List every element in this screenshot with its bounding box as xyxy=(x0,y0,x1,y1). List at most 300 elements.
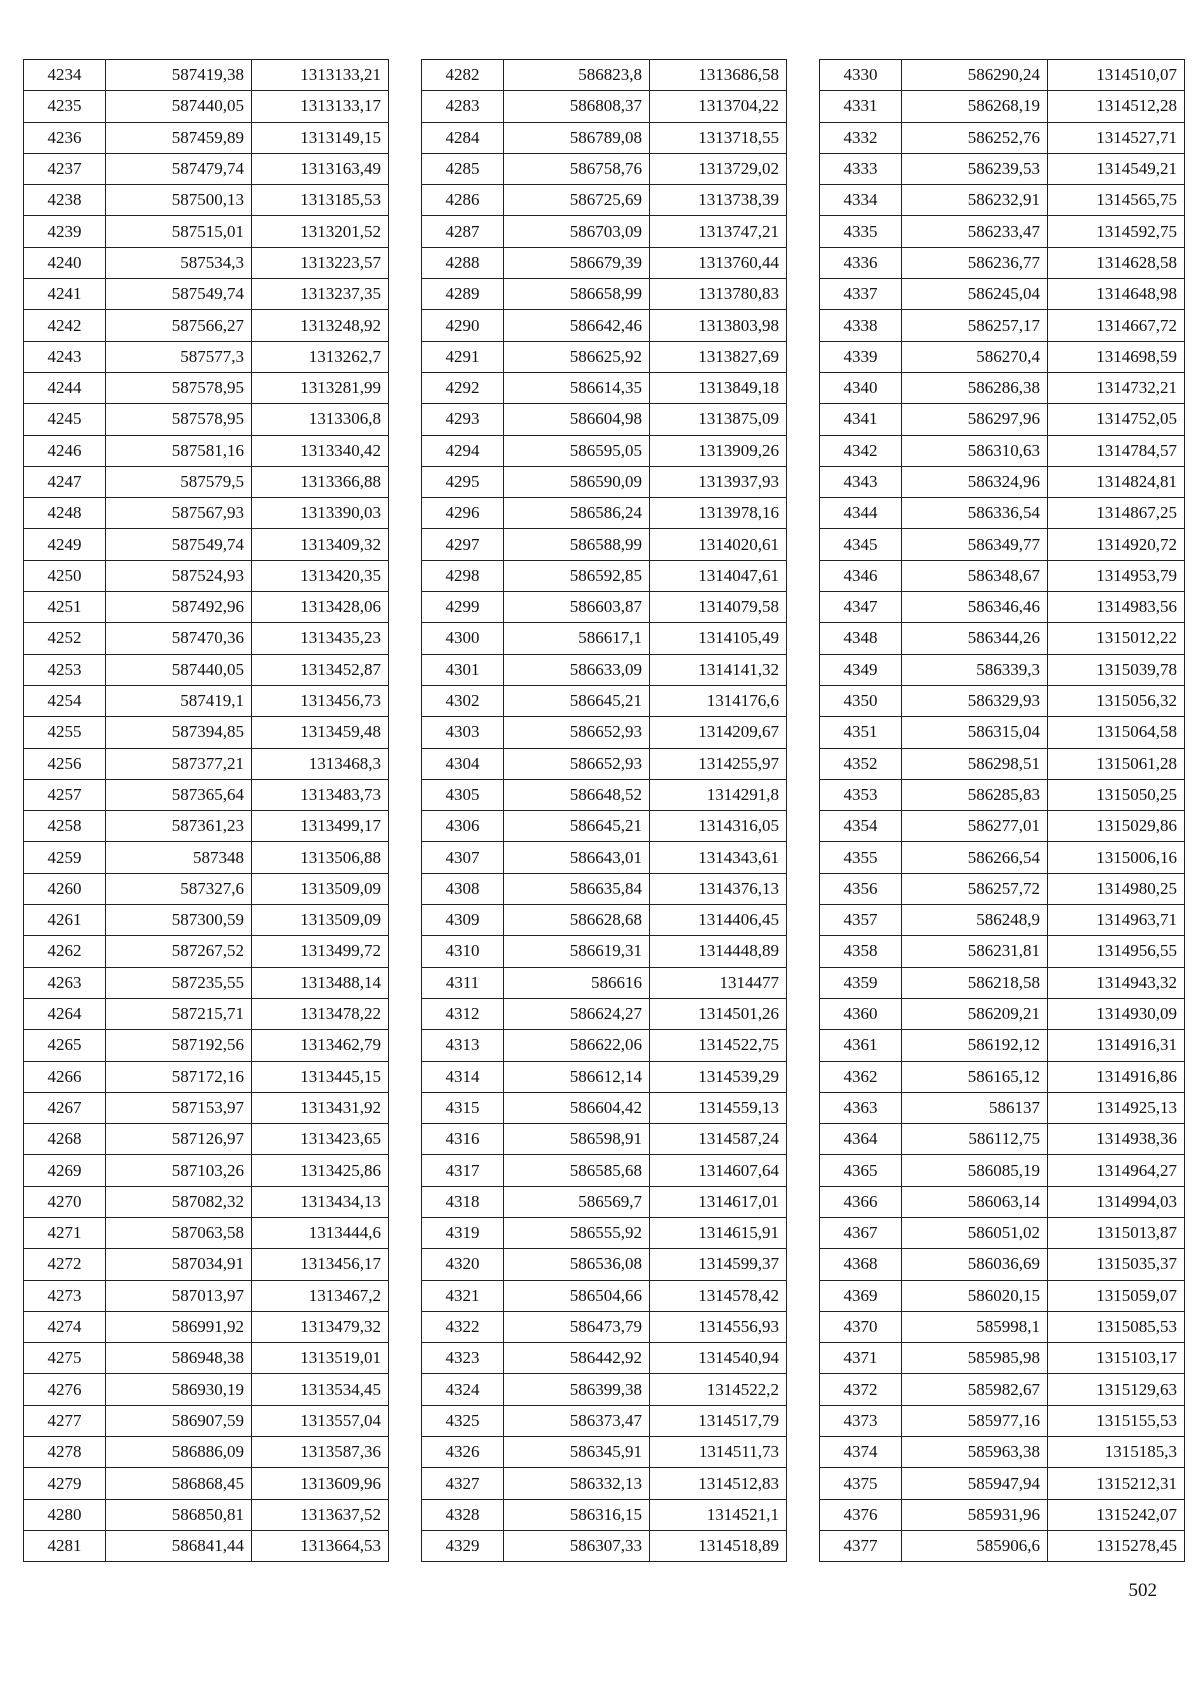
y-coordinate-cell: 1314578,42 xyxy=(650,1280,787,1311)
point-number-cell: 4373 xyxy=(820,1405,902,1436)
point-number-cell: 4258 xyxy=(24,811,106,842)
table-row xyxy=(422,1030,787,1061)
y-coordinate-cell: 1313506,88 xyxy=(252,842,389,873)
y-coordinate-cell: 1314607,64 xyxy=(650,1155,787,1186)
point-number-cell: 4260 xyxy=(24,873,106,904)
y-coordinate-cell: 1314448,89 xyxy=(650,936,787,967)
table-row xyxy=(24,654,389,685)
table-row xyxy=(422,310,787,341)
x-coordinate-cell: 586504,66 xyxy=(504,1280,650,1311)
x-coordinate-cell: 586257,72 xyxy=(902,873,1048,904)
table-row xyxy=(820,122,1185,153)
x-coordinate-cell: 587013,97 xyxy=(106,1280,252,1311)
x-coordinate-cell: 587361,23 xyxy=(106,811,252,842)
y-coordinate-cell: 1313444,6 xyxy=(252,1217,389,1248)
table-row xyxy=(24,341,389,372)
y-coordinate-cell: 1314963,71 xyxy=(1048,905,1185,936)
point-number-cell: 4334 xyxy=(820,185,902,216)
point-number-cell: 4323 xyxy=(422,1343,504,1374)
y-coordinate-cell: 1314141,32 xyxy=(650,654,787,685)
point-number-cell: 4283 xyxy=(422,91,504,122)
point-number-cell: 4301 xyxy=(422,654,504,685)
point-number-cell: 4299 xyxy=(422,592,504,623)
point-number-cell: 4372 xyxy=(820,1374,902,1405)
table-row xyxy=(820,1499,1185,1530)
y-coordinate-cell: 1315242,07 xyxy=(1048,1499,1185,1530)
x-coordinate-cell: 587126,97 xyxy=(106,1124,252,1155)
x-coordinate-cell: 585947,94 xyxy=(902,1468,1048,1499)
point-number-cell: 4263 xyxy=(24,967,106,998)
point-number-cell: 4248 xyxy=(24,498,106,529)
x-coordinate-cell: 587063,58 xyxy=(106,1217,252,1248)
x-coordinate-cell: 586277,01 xyxy=(902,811,1048,842)
x-coordinate-cell: 587419,38 xyxy=(106,60,252,91)
point-number-cell: 4319 xyxy=(422,1217,504,1248)
table-row xyxy=(24,1374,389,1405)
y-coordinate-cell: 1314343,61 xyxy=(650,842,787,873)
table-row xyxy=(422,216,787,247)
point-number-cell: 4306 xyxy=(422,811,504,842)
x-coordinate-cell: 586725,69 xyxy=(504,185,650,216)
point-number-cell: 4251 xyxy=(24,592,106,623)
page-number: 502 xyxy=(1128,1580,1157,1601)
x-coordinate-cell: 586112,75 xyxy=(902,1124,1048,1155)
y-coordinate-cell: 1314316,05 xyxy=(650,811,787,842)
point-number-cell: 4361 xyxy=(820,1030,902,1061)
x-coordinate-cell: 586555,92 xyxy=(504,1217,650,1248)
y-coordinate-cell: 1313340,42 xyxy=(252,435,389,466)
point-number-cell: 4340 xyxy=(820,372,902,403)
table-row xyxy=(820,1530,1185,1561)
y-coordinate-cell: 1315050,25 xyxy=(1048,779,1185,810)
x-coordinate-cell: 586907,59 xyxy=(106,1405,252,1436)
x-coordinate-cell: 587348 xyxy=(106,842,252,873)
table-row xyxy=(820,91,1185,122)
x-coordinate-cell: 586192,12 xyxy=(902,1030,1048,1061)
point-number-cell: 4261 xyxy=(24,905,106,936)
table-row xyxy=(24,592,389,623)
point-number-cell: 4289 xyxy=(422,279,504,310)
y-coordinate-cell: 1313445,15 xyxy=(252,1061,389,1092)
table-row xyxy=(24,623,389,654)
table-row xyxy=(422,1468,787,1499)
table-row xyxy=(24,310,389,341)
table-row xyxy=(422,623,787,654)
y-coordinate-cell: 1313423,65 xyxy=(252,1124,389,1155)
x-coordinate-cell: 586218,58 xyxy=(902,967,1048,998)
y-coordinate-cell: 1315064,58 xyxy=(1048,717,1185,748)
table-row xyxy=(820,560,1185,591)
x-coordinate-cell: 587549,74 xyxy=(106,529,252,560)
point-number-cell: 4268 xyxy=(24,1124,106,1155)
table-row xyxy=(422,873,787,904)
x-coordinate-cell: 587459,89 xyxy=(106,122,252,153)
point-number-cell: 4354 xyxy=(820,811,902,842)
table-row xyxy=(820,717,1185,748)
y-coordinate-cell: 1313978,16 xyxy=(650,498,787,529)
y-coordinate-cell: 1314925,13 xyxy=(1048,1092,1185,1123)
y-coordinate-cell: 1313281,99 xyxy=(252,372,389,403)
point-number-cell: 4355 xyxy=(820,842,902,873)
table-row xyxy=(820,1124,1185,1155)
point-number-cell: 4252 xyxy=(24,623,106,654)
y-coordinate-cell: 1315061,28 xyxy=(1048,748,1185,779)
table-row xyxy=(820,842,1185,873)
y-coordinate-cell: 1314079,58 xyxy=(650,592,787,623)
point-number-cell: 4292 xyxy=(422,372,504,403)
x-coordinate-cell: 586307,33 xyxy=(504,1530,650,1561)
x-coordinate-cell: 586642,46 xyxy=(504,310,650,341)
point-number-cell: 4324 xyxy=(422,1374,504,1405)
table-row xyxy=(422,1374,787,1405)
x-coordinate-cell: 586344,26 xyxy=(902,623,1048,654)
table-row xyxy=(422,592,787,623)
y-coordinate-cell: 1315056,32 xyxy=(1048,685,1185,716)
x-coordinate-cell: 587235,55 xyxy=(106,967,252,998)
point-number-cell: 4242 xyxy=(24,310,106,341)
point-number-cell: 4278 xyxy=(24,1437,106,1468)
point-number-cell: 4332 xyxy=(820,122,902,153)
point-number-cell: 4346 xyxy=(820,560,902,591)
x-coordinate-cell: 586758,76 xyxy=(504,153,650,184)
y-coordinate-cell: 1314916,86 xyxy=(1048,1061,1185,1092)
table-row xyxy=(422,905,787,936)
x-coordinate-cell: 586051,02 xyxy=(902,1217,1048,1248)
x-coordinate-cell: 587470,36 xyxy=(106,623,252,654)
table-row xyxy=(24,185,389,216)
point-number-cell: 4357 xyxy=(820,905,902,936)
table-row xyxy=(820,936,1185,967)
point-number-cell: 4331 xyxy=(820,91,902,122)
x-coordinate-cell: 587577,3 xyxy=(106,341,252,372)
point-number-cell: 4276 xyxy=(24,1374,106,1405)
x-coordinate-cell: 586841,44 xyxy=(106,1530,252,1561)
point-number-cell: 4366 xyxy=(820,1186,902,1217)
y-coordinate-cell: 1314592,75 xyxy=(1048,216,1185,247)
y-coordinate-cell: 1314501,26 xyxy=(650,998,787,1029)
x-coordinate-cell: 586617,1 xyxy=(504,623,650,654)
point-number-cell: 4317 xyxy=(422,1155,504,1186)
point-number-cell: 4239 xyxy=(24,216,106,247)
point-number-cell: 4321 xyxy=(422,1280,504,1311)
point-number-cell: 4255 xyxy=(24,717,106,748)
y-coordinate-cell: 1313366,88 xyxy=(252,466,389,497)
table-row xyxy=(820,1343,1185,1374)
table-row xyxy=(820,60,1185,91)
x-coordinate-cell: 586823,8 xyxy=(504,60,650,91)
x-coordinate-cell: 586209,21 xyxy=(902,998,1048,1029)
y-coordinate-cell: 1314105,49 xyxy=(650,623,787,654)
y-coordinate-cell: 1313499,17 xyxy=(252,811,389,842)
point-number-cell: 4333 xyxy=(820,153,902,184)
y-coordinate-cell: 1313509,09 xyxy=(252,905,389,936)
x-coordinate-cell: 587034,91 xyxy=(106,1249,252,1280)
point-number-cell: 4254 xyxy=(24,685,106,716)
table-row xyxy=(820,592,1185,623)
table-row xyxy=(422,404,787,435)
y-coordinate-cell: 1314867,25 xyxy=(1048,498,1185,529)
y-coordinate-cell: 1313519,01 xyxy=(252,1343,389,1374)
y-coordinate-cell: 1313488,14 xyxy=(252,967,389,998)
x-coordinate-cell: 585931,96 xyxy=(902,1499,1048,1530)
x-coordinate-cell: 586248,9 xyxy=(902,905,1048,936)
x-coordinate-cell: 586063,14 xyxy=(902,1186,1048,1217)
y-coordinate-cell: 1315155,53 xyxy=(1048,1405,1185,1436)
x-coordinate-cell: 586232,91 xyxy=(902,185,1048,216)
table-row xyxy=(422,372,787,403)
point-number-cell: 4351 xyxy=(820,717,902,748)
y-coordinate-cell: 1315059,07 xyxy=(1048,1280,1185,1311)
y-coordinate-cell: 1313248,92 xyxy=(252,310,389,341)
point-number-cell: 4335 xyxy=(820,216,902,247)
table-row xyxy=(820,466,1185,497)
x-coordinate-cell: 586703,09 xyxy=(504,216,650,247)
table-row xyxy=(422,654,787,685)
y-coordinate-cell: 1314020,61 xyxy=(650,529,787,560)
y-coordinate-cell: 1314510,07 xyxy=(1048,60,1185,91)
y-coordinate-cell: 1314376,13 xyxy=(650,873,787,904)
x-coordinate-cell: 586616 xyxy=(504,967,650,998)
point-number-cell: 4270 xyxy=(24,1186,106,1217)
y-coordinate-cell: 1314916,31 xyxy=(1048,1030,1185,1061)
table-row xyxy=(820,435,1185,466)
point-number-cell: 4300 xyxy=(422,623,504,654)
y-coordinate-cell: 1314521,1 xyxy=(650,1499,787,1530)
table-row xyxy=(24,279,389,310)
table-row xyxy=(820,779,1185,810)
y-coordinate-cell: 1314549,21 xyxy=(1048,153,1185,184)
table-row xyxy=(24,748,389,779)
point-number-cell: 4247 xyxy=(24,466,106,497)
point-number-cell: 4250 xyxy=(24,560,106,591)
point-number-cell: 4279 xyxy=(24,1468,106,1499)
y-coordinate-cell: 1313729,02 xyxy=(650,153,787,184)
y-coordinate-cell: 1313718,55 xyxy=(650,122,787,153)
x-coordinate-cell: 585977,16 xyxy=(902,1405,1048,1436)
x-coordinate-cell: 586236,77 xyxy=(902,247,1048,278)
table-row xyxy=(820,310,1185,341)
point-number-cell: 4336 xyxy=(820,247,902,278)
table-row xyxy=(422,1405,787,1436)
x-coordinate-cell: 586286,38 xyxy=(902,372,1048,403)
table-row xyxy=(422,1280,787,1311)
y-coordinate-cell: 1315006,16 xyxy=(1048,842,1185,873)
table-row xyxy=(422,1061,787,1092)
y-coordinate-cell: 1313456,73 xyxy=(252,685,389,716)
y-coordinate-cell: 1313587,36 xyxy=(252,1437,389,1468)
point-number-cell: 4342 xyxy=(820,435,902,466)
table-row xyxy=(24,1186,389,1217)
table-row xyxy=(820,372,1185,403)
point-number-cell: 4291 xyxy=(422,341,504,372)
y-coordinate-cell: 1313557,04 xyxy=(252,1405,389,1436)
x-coordinate-cell: 586268,19 xyxy=(902,91,1048,122)
x-coordinate-cell: 586349,77 xyxy=(902,529,1048,560)
y-coordinate-cell: 1313306,8 xyxy=(252,404,389,435)
x-coordinate-cell: 587327,6 xyxy=(106,873,252,904)
table-row xyxy=(820,498,1185,529)
point-number-cell: 4359 xyxy=(820,967,902,998)
x-coordinate-cell: 585998,1 xyxy=(902,1311,1048,1342)
point-number-cell: 4307 xyxy=(422,842,504,873)
y-coordinate-cell: 1313467,2 xyxy=(252,1280,389,1311)
y-coordinate-cell: 1313201,52 xyxy=(252,216,389,247)
y-coordinate-cell: 1314617,01 xyxy=(650,1186,787,1217)
point-number-cell: 4288 xyxy=(422,247,504,278)
table-row xyxy=(820,1405,1185,1436)
y-coordinate-cell: 1313468,3 xyxy=(252,748,389,779)
y-coordinate-cell: 1313479,32 xyxy=(252,1311,389,1342)
table-row xyxy=(24,247,389,278)
table-row xyxy=(24,811,389,842)
x-coordinate-cell: 586789,08 xyxy=(504,122,650,153)
point-number-cell: 4352 xyxy=(820,748,902,779)
x-coordinate-cell: 586624,27 xyxy=(504,998,650,1029)
point-number-cell: 4305 xyxy=(422,779,504,810)
point-number-cell: 4310 xyxy=(422,936,504,967)
y-coordinate-cell: 1314539,29 xyxy=(650,1061,787,1092)
table-row xyxy=(24,1124,389,1155)
x-coordinate-cell: 587103,26 xyxy=(106,1155,252,1186)
y-coordinate-cell: 1313431,92 xyxy=(252,1092,389,1123)
y-coordinate-cell: 1314406,45 xyxy=(650,905,787,936)
x-coordinate-cell: 586850,81 xyxy=(106,1499,252,1530)
table-row xyxy=(24,435,389,466)
x-coordinate-cell: 586948,38 xyxy=(106,1343,252,1374)
point-number-cell: 4350 xyxy=(820,685,902,716)
y-coordinate-cell: 1314255,97 xyxy=(650,748,787,779)
x-coordinate-cell: 586643,01 xyxy=(504,842,650,873)
point-number-cell: 4303 xyxy=(422,717,504,748)
x-coordinate-cell: 586588,99 xyxy=(504,529,650,560)
table-row xyxy=(24,1530,389,1561)
y-coordinate-cell: 1313738,39 xyxy=(650,185,787,216)
table-row xyxy=(820,341,1185,372)
x-coordinate-cell: 586257,17 xyxy=(902,310,1048,341)
y-coordinate-cell: 1313686,58 xyxy=(650,60,787,91)
y-coordinate-cell: 1313262,7 xyxy=(252,341,389,372)
y-coordinate-cell: 1314540,94 xyxy=(650,1343,787,1374)
y-coordinate-cell: 1314512,83 xyxy=(650,1468,787,1499)
point-number-cell: 4315 xyxy=(422,1092,504,1123)
point-number-cell: 4246 xyxy=(24,435,106,466)
point-number-cell: 4256 xyxy=(24,748,106,779)
y-coordinate-cell: 1314667,72 xyxy=(1048,310,1185,341)
y-coordinate-cell: 1315085,53 xyxy=(1048,1311,1185,1342)
table-row xyxy=(24,1092,389,1123)
point-number-cell: 4257 xyxy=(24,779,106,810)
point-number-cell: 4377 xyxy=(820,1530,902,1561)
table-row xyxy=(24,685,389,716)
table-row xyxy=(24,1343,389,1374)
table-row xyxy=(422,936,787,967)
x-coordinate-cell: 586585,68 xyxy=(504,1155,650,1186)
y-coordinate-cell: 1315012,22 xyxy=(1048,623,1185,654)
point-number-cell: 4269 xyxy=(24,1155,106,1186)
table-row xyxy=(422,341,787,372)
table-row xyxy=(24,153,389,184)
x-coordinate-cell: 586625,92 xyxy=(504,341,650,372)
point-number-cell: 4286 xyxy=(422,185,504,216)
y-coordinate-cell: 1314559,13 xyxy=(650,1092,787,1123)
table-row xyxy=(24,842,389,873)
table-row xyxy=(24,1217,389,1248)
x-coordinate-cell: 586645,21 xyxy=(504,811,650,842)
point-number-cell: 4235 xyxy=(24,91,106,122)
y-coordinate-cell: 1313499,72 xyxy=(252,936,389,967)
point-number-cell: 4273 xyxy=(24,1280,106,1311)
table-row xyxy=(820,529,1185,560)
y-coordinate-cell: 1313827,69 xyxy=(650,341,787,372)
table-row xyxy=(820,1155,1185,1186)
point-number-cell: 4267 xyxy=(24,1092,106,1123)
point-number-cell: 4293 xyxy=(422,404,504,435)
y-coordinate-cell: 1314956,55 xyxy=(1048,936,1185,967)
x-coordinate-cell: 586285,83 xyxy=(902,779,1048,810)
point-number-cell: 4302 xyxy=(422,685,504,716)
point-number-cell: 4341 xyxy=(820,404,902,435)
point-number-cell: 4330 xyxy=(820,60,902,91)
table-row xyxy=(422,811,787,842)
x-coordinate-cell: 586442,92 xyxy=(504,1343,650,1374)
y-coordinate-cell: 1313163,49 xyxy=(252,153,389,184)
point-number-cell: 4364 xyxy=(820,1124,902,1155)
x-coordinate-cell: 586658,99 xyxy=(504,279,650,310)
y-coordinate-cell: 1314047,61 xyxy=(650,560,787,591)
table-row xyxy=(820,1030,1185,1061)
y-coordinate-cell: 1313133,17 xyxy=(252,91,389,122)
table-row xyxy=(422,1217,787,1248)
y-coordinate-cell: 1314512,28 xyxy=(1048,91,1185,122)
point-number-cell: 4280 xyxy=(24,1499,106,1530)
table-row xyxy=(422,842,787,873)
x-coordinate-cell: 586233,47 xyxy=(902,216,1048,247)
x-coordinate-cell: 587579,5 xyxy=(106,466,252,497)
point-number-cell: 4277 xyxy=(24,1405,106,1436)
table-row xyxy=(422,185,787,216)
y-coordinate-cell: 1313747,21 xyxy=(650,216,787,247)
point-number-cell: 4245 xyxy=(24,404,106,435)
table-row xyxy=(24,998,389,1029)
y-coordinate-cell: 1314648,98 xyxy=(1048,279,1185,310)
table-row xyxy=(24,122,389,153)
point-number-cell: 4238 xyxy=(24,185,106,216)
table-row xyxy=(422,91,787,122)
y-coordinate-cell: 1314291,8 xyxy=(650,779,787,810)
point-number-cell: 4356 xyxy=(820,873,902,904)
y-coordinate-cell: 1313456,17 xyxy=(252,1249,389,1280)
y-coordinate-cell: 1314980,25 xyxy=(1048,873,1185,904)
table-row xyxy=(820,905,1185,936)
table-row xyxy=(820,967,1185,998)
point-number-cell: 4314 xyxy=(422,1061,504,1092)
x-coordinate-cell: 586137 xyxy=(902,1092,1048,1123)
point-number-cell: 4285 xyxy=(422,153,504,184)
table-row xyxy=(422,717,787,748)
y-coordinate-cell: 1313133,21 xyxy=(252,60,389,91)
point-number-cell: 4272 xyxy=(24,1249,106,1280)
table-row xyxy=(820,654,1185,685)
y-coordinate-cell: 1313425,86 xyxy=(252,1155,389,1186)
point-number-cell: 4363 xyxy=(820,1092,902,1123)
table-row xyxy=(422,247,787,278)
x-coordinate-cell: 586270,4 xyxy=(902,341,1048,372)
y-coordinate-cell: 1315185,3 xyxy=(1048,1437,1185,1468)
x-coordinate-cell: 586324,96 xyxy=(902,466,1048,497)
point-number-cell: 4325 xyxy=(422,1405,504,1436)
table-row xyxy=(820,1061,1185,1092)
x-coordinate-cell: 586603,87 xyxy=(504,592,650,623)
